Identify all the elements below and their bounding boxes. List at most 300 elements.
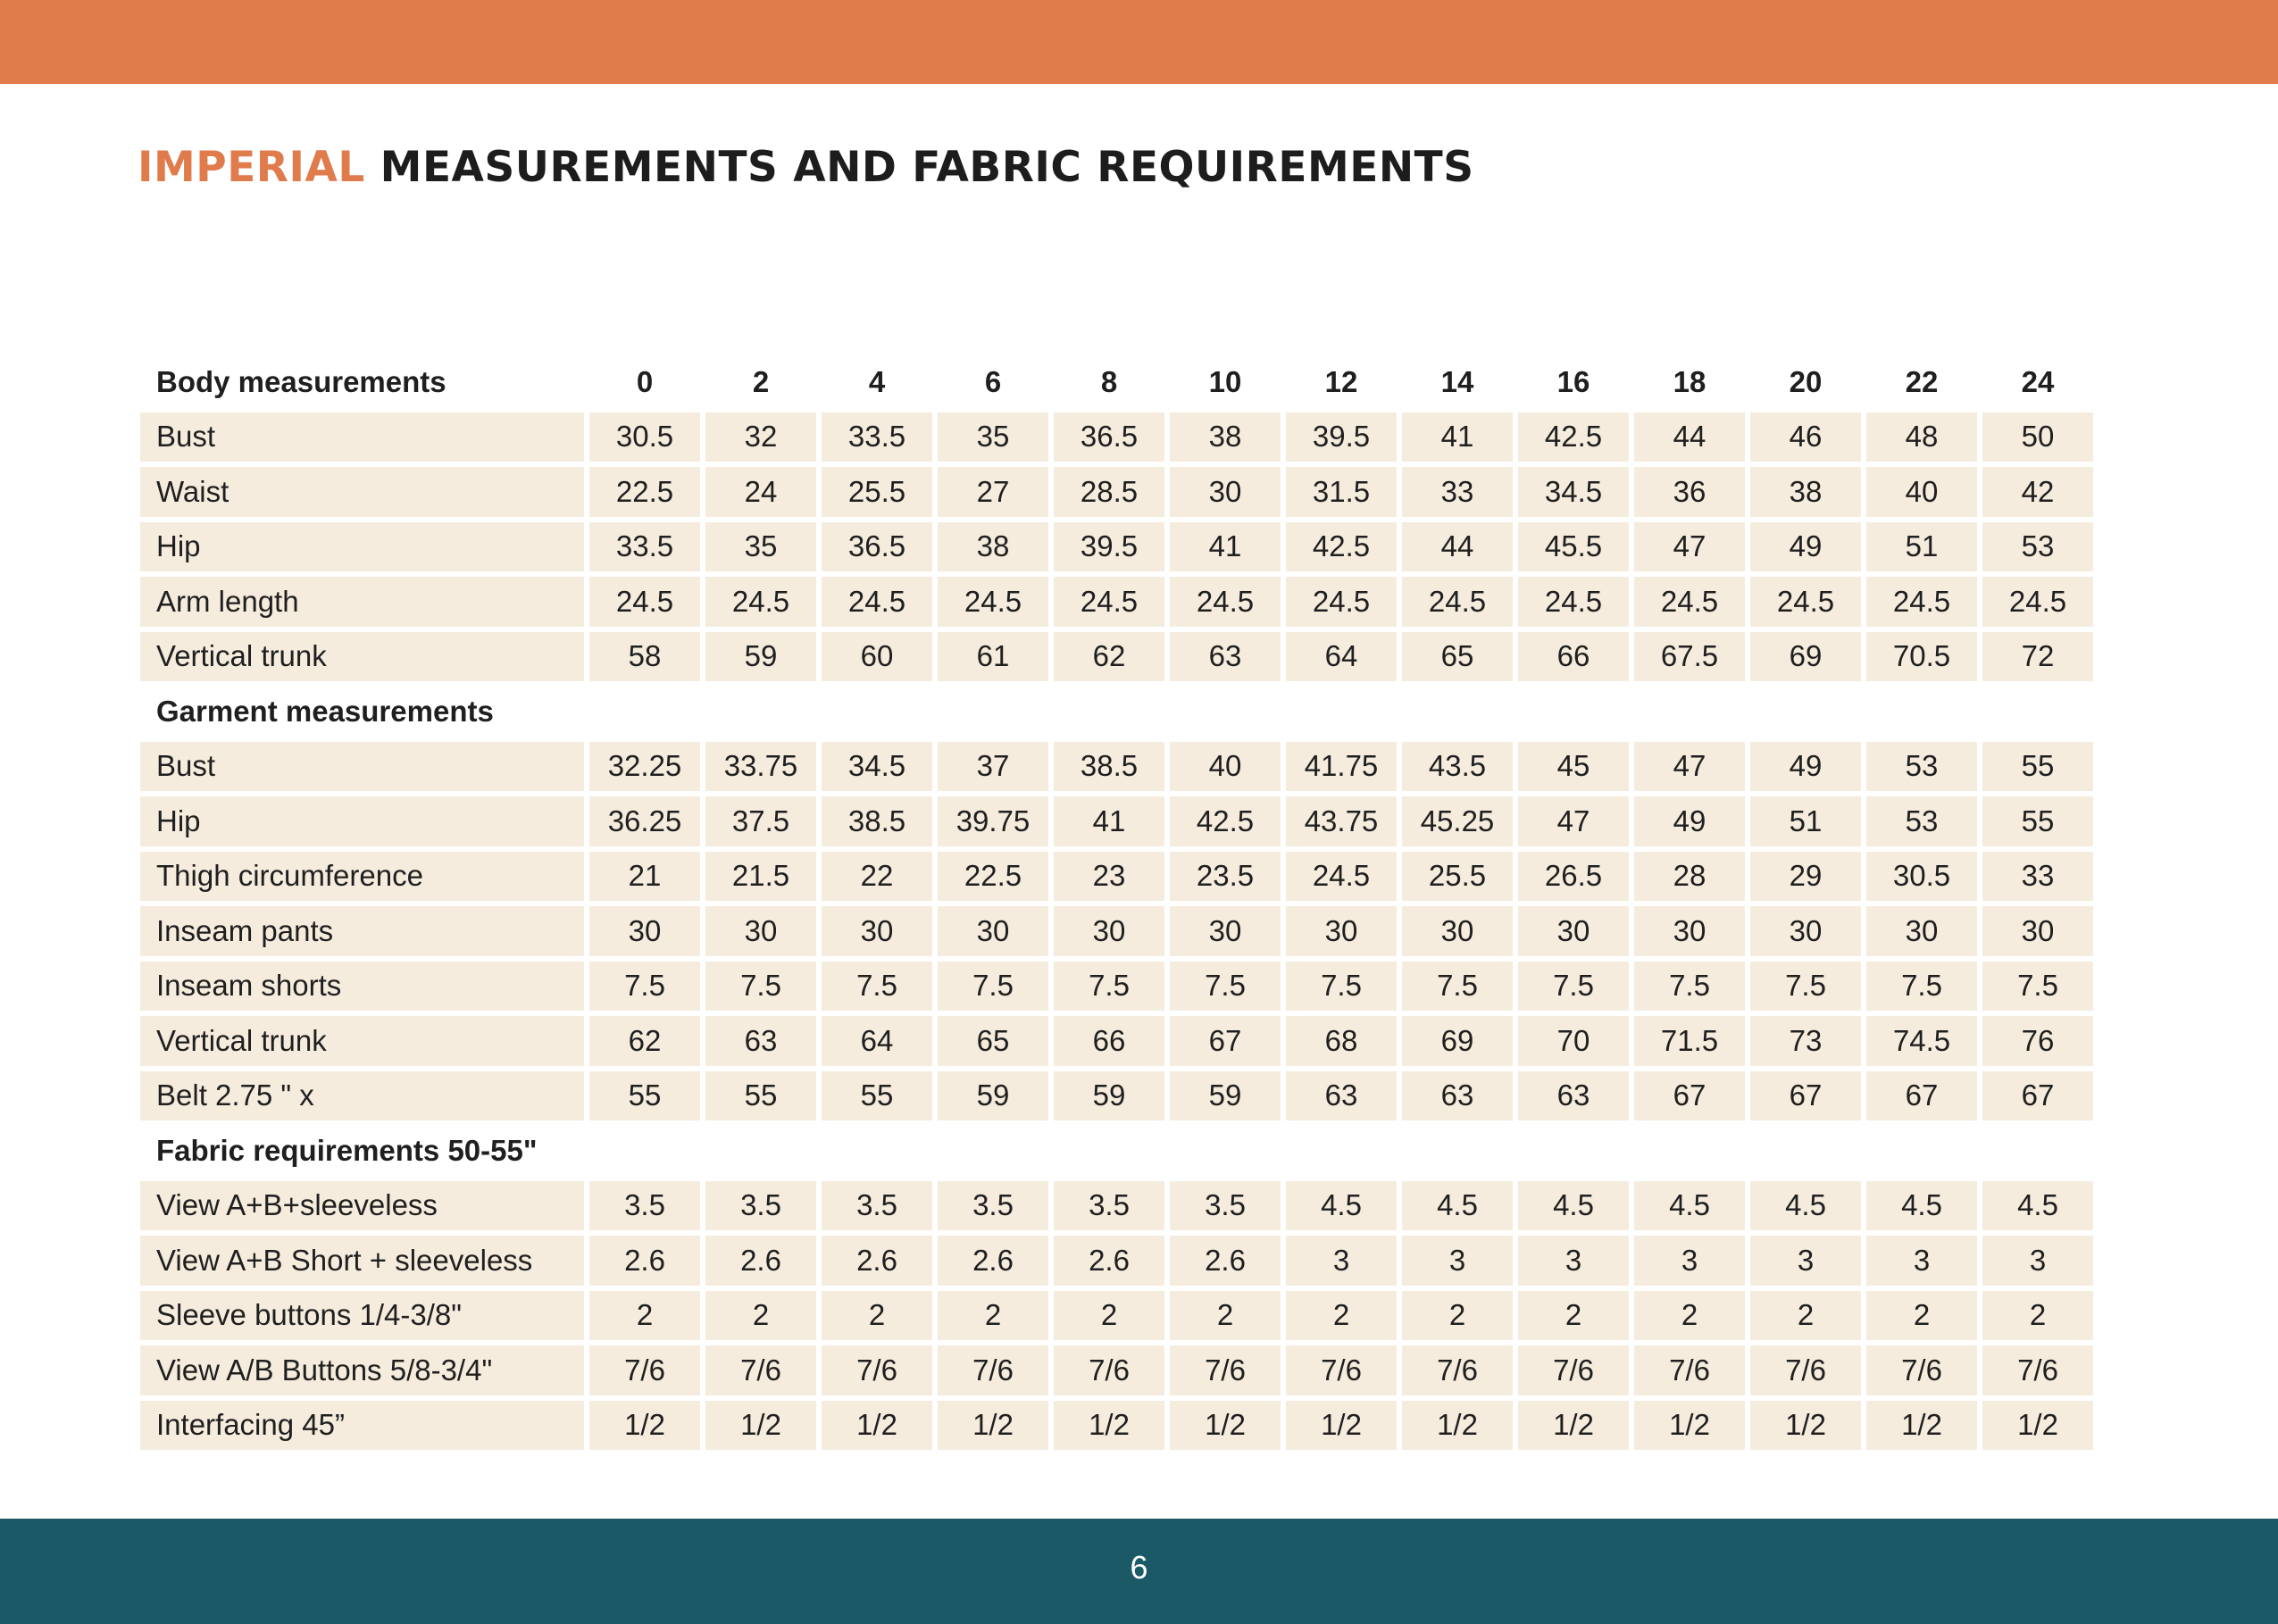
empty-header-cell — [1866, 1126, 1977, 1176]
size-header: 22 — [1905, 364, 1939, 398]
value-cell: 3 — [1750, 1236, 1861, 1286]
empty-header-cell — [589, 1126, 700, 1176]
value-cell: 24.5 — [1402, 577, 1513, 627]
value-cell: 67 — [1170, 1016, 1281, 1066]
value-cell: 7.5 — [1634, 962, 1745, 1012]
value-cell: 7.5 — [1402, 962, 1513, 1012]
value-cell: 24.5 — [1634, 577, 1745, 627]
section-header-row — [140, 357, 2093, 407]
value-cell: 3.5 — [1170, 1181, 1281, 1231]
value-cell: 61 — [938, 632, 1048, 682]
value-cell: 66 — [1518, 632, 1629, 682]
value-cell: 32.25 — [589, 742, 700, 792]
value-cell: 69 — [1750, 632, 1861, 682]
value-cell: 68 — [1286, 1016, 1397, 1066]
value-cell: 7.5 — [938, 962, 1048, 1012]
size-header: 18 — [1673, 364, 1706, 398]
value-cell: 66 — [1054, 1016, 1164, 1066]
value-cell: 23.5 — [1170, 852, 1281, 902]
value-cell: 62 — [589, 1016, 700, 1066]
footer-bar — [0, 1519, 2278, 1624]
value-cell: 1/2 — [1286, 1401, 1397, 1451]
empty-header-cell — [1750, 1126, 1861, 1176]
value-cell: 3 — [1286, 1236, 1397, 1286]
value-cell: 27 — [938, 467, 1048, 517]
value-cell: 1/2 — [1054, 1401, 1164, 1451]
empty-header-cell — [1402, 1126, 1513, 1176]
value-cell: 33.5 — [589, 522, 700, 572]
value-cell: 55 — [705, 1071, 816, 1121]
table-row — [140, 522, 2093, 572]
value-cell: 42.5 — [1286, 522, 1397, 572]
value-cell: 39.5 — [1054, 522, 1164, 572]
value-cell: 67 — [1982, 1071, 2093, 1121]
value-cell: 45.25 — [1402, 796, 1513, 846]
value-cell: 24.5 — [822, 577, 932, 627]
value-cell: 28.5 — [1054, 467, 1164, 517]
size-header: 10 — [1208, 364, 1242, 398]
value-cell: 7/6 — [1866, 1345, 1977, 1395]
value-cell: 24.5 — [1286, 852, 1397, 902]
value-cell: 7.5 — [705, 962, 816, 1012]
table-row — [140, 467, 2093, 517]
value-cell: 45 — [1518, 742, 1629, 792]
value-cell: 30.5 — [589, 412, 700, 462]
value-cell: 30 — [822, 906, 932, 956]
page-number: 6 — [1130, 1549, 1148, 1586]
value-cell: 70 — [1518, 1016, 1629, 1066]
size-header: 4 — [868, 364, 886, 398]
value-cell: 51 — [1866, 522, 1977, 572]
value-cell: 30 — [1866, 906, 1977, 956]
value-cell: 63 — [1286, 1071, 1397, 1121]
value-cell: 7/6 — [1634, 1345, 1745, 1395]
value-cell: 63 — [1402, 1071, 1513, 1121]
value-cell: 4.5 — [1750, 1181, 1861, 1231]
size-header: 0 — [636, 364, 654, 398]
empty-header-cell — [1982, 687, 2093, 737]
value-cell: 31.5 — [1286, 467, 1397, 517]
table-row — [140, 412, 2093, 462]
value-cell: 59 — [1054, 1071, 1164, 1121]
value-cell: 63 — [705, 1016, 816, 1066]
value-cell: 40 — [1866, 467, 1977, 517]
value-cell: 2 — [1170, 1291, 1281, 1341]
size-header: 16 — [1556, 364, 1590, 398]
value-cell: 24.5 — [589, 577, 700, 627]
row-label: Vertical trunk — [140, 1016, 584, 1066]
value-cell: 47 — [1634, 522, 1745, 572]
value-cell: 64 — [822, 1016, 932, 1066]
value-cell: 2 — [1402, 1291, 1513, 1341]
value-cell: 7.5 — [1518, 962, 1629, 1012]
value-cell: 24.5 — [1866, 577, 1977, 627]
value-cell: 38 — [1750, 467, 1861, 517]
value-cell: 38.5 — [1054, 742, 1164, 792]
table-row — [140, 962, 2093, 1012]
size-header: 24 — [2021, 364, 2055, 398]
value-cell: 7.5 — [589, 962, 700, 1012]
value-cell: 74.5 — [1866, 1016, 1977, 1066]
value-cell: 7/6 — [938, 1345, 1048, 1395]
value-cell: 30 — [1634, 906, 1745, 956]
value-cell: 2 — [1982, 1291, 2093, 1341]
value-cell: 24 — [705, 467, 816, 517]
value-cell: 7/6 — [822, 1345, 932, 1395]
value-cell: 28 — [1634, 852, 1745, 902]
value-cell: 24.5 — [1286, 577, 1397, 627]
value-cell: 42.5 — [1170, 796, 1281, 846]
empty-header-cell — [1634, 687, 1745, 737]
value-cell: 63 — [1170, 632, 1281, 682]
page-title-rest: MEASUREMENTS AND FABRIC REQUIREMENTS — [364, 143, 1474, 192]
value-cell: 41 — [1402, 412, 1513, 462]
value-cell: 2 — [1866, 1291, 1977, 1341]
value-cell: 7.5 — [822, 962, 932, 1012]
value-cell: 1/2 — [1634, 1401, 1745, 1451]
value-cell: 30.5 — [1866, 852, 1977, 902]
size-header: 12 — [1324, 364, 1358, 398]
value-cell: 7.5 — [1170, 962, 1281, 1012]
table-row — [140, 1016, 2093, 1066]
value-cell: 76 — [1982, 1016, 2093, 1066]
table-row — [140, 852, 2093, 902]
value-cell: 59 — [938, 1071, 1048, 1121]
value-cell: 34.5 — [822, 742, 932, 792]
value-cell: 40 — [1170, 742, 1281, 792]
value-cell: 37.5 — [705, 796, 816, 846]
table-row — [140, 577, 2093, 627]
value-cell: 41.75 — [1286, 742, 1397, 792]
empty-header-cell — [1170, 687, 1281, 737]
value-cell: 30 — [589, 906, 700, 956]
value-cell: 44 — [1634, 412, 1745, 462]
value-cell: 47 — [1518, 796, 1629, 846]
value-cell: 2.6 — [1054, 1236, 1164, 1286]
value-cell: 47 — [1634, 742, 1745, 792]
value-cell: 59 — [1170, 1071, 1281, 1121]
value-cell: 3.5 — [822, 1181, 932, 1231]
value-cell: 53 — [1866, 742, 1977, 792]
value-cell: 1/2 — [705, 1401, 816, 1451]
section-title: Fabric requirements 50-55" — [156, 1133, 538, 1167]
value-cell: 2.6 — [822, 1236, 932, 1286]
table-row — [140, 632, 2093, 682]
row-label: Arm length — [140, 577, 584, 627]
value-cell: 3 — [1518, 1236, 1629, 1286]
row-label: Interfacing 45” — [140, 1401, 584, 1451]
empty-header-cell — [1750, 687, 1861, 737]
section-header-row — [140, 1126, 2093, 1176]
value-cell: 25.5 — [1402, 852, 1513, 902]
table-row — [140, 796, 2093, 846]
value-cell: 24.5 — [1054, 577, 1164, 627]
value-cell: 2.6 — [705, 1236, 816, 1286]
value-cell: 41 — [1170, 522, 1281, 572]
table-row — [140, 742, 2093, 792]
value-cell: 67 — [1634, 1071, 1745, 1121]
value-cell: 2 — [1518, 1291, 1629, 1341]
value-cell: 7/6 — [1054, 1345, 1164, 1395]
row-label: View A+B+sleeveless — [140, 1181, 584, 1231]
value-cell: 3 — [1866, 1236, 1977, 1286]
value-cell: 65 — [938, 1016, 1048, 1066]
empty-header-cell — [1634, 1126, 1745, 1176]
value-cell: 1/2 — [1750, 1401, 1861, 1451]
table-row — [140, 1181, 2093, 1231]
value-cell: 73 — [1750, 1016, 1861, 1066]
page-title — [138, 141, 1474, 195]
value-cell: 36 — [1634, 467, 1745, 517]
value-cell: 7/6 — [1982, 1345, 2093, 1395]
value-cell: 42.5 — [1518, 412, 1629, 462]
empty-header-cell — [822, 687, 932, 737]
value-cell: 55 — [1982, 742, 2093, 792]
row-label: Inseam shorts — [140, 962, 584, 1012]
value-cell: 4.5 — [1634, 1181, 1745, 1231]
value-cell: 55 — [1982, 796, 2093, 846]
value-cell: 30 — [1054, 906, 1164, 956]
size-header: 2 — [752, 364, 770, 398]
value-cell: 26.5 — [1518, 852, 1629, 902]
value-cell: 2 — [705, 1291, 816, 1341]
size-header: 6 — [984, 364, 1002, 398]
value-cell: 4.5 — [1286, 1181, 1397, 1231]
value-cell: 24.5 — [1750, 577, 1861, 627]
value-cell: 2 — [1286, 1291, 1397, 1341]
size-header: 14 — [1440, 364, 1474, 398]
row-label: View A+B Short + sleeveless — [140, 1236, 584, 1286]
value-cell: 30 — [1170, 467, 1281, 517]
value-cell: 2 — [1750, 1291, 1861, 1341]
value-cell: 30 — [1286, 906, 1397, 956]
empty-header-cell — [1518, 1126, 1629, 1176]
value-cell: 4.5 — [1402, 1181, 1513, 1231]
table-row — [140, 1401, 2093, 1451]
value-cell: 2 — [589, 1291, 700, 1341]
value-cell: 30 — [1170, 906, 1281, 956]
size-chart-table — [135, 352, 2099, 1455]
value-cell: 24.5 — [1982, 577, 2093, 627]
table-row — [140, 1071, 2093, 1121]
value-cell: 48 — [1866, 412, 1977, 462]
value-cell: 67 — [1750, 1071, 1861, 1121]
value-cell: 24.5 — [1170, 577, 1281, 627]
value-cell: 43.75 — [1286, 796, 1397, 846]
value-cell: 62 — [1054, 632, 1164, 682]
value-cell: 24.5 — [938, 577, 1048, 627]
value-cell: 53 — [1982, 522, 2093, 572]
value-cell: 35 — [705, 522, 816, 572]
value-cell: 7/6 — [1170, 1345, 1281, 1395]
value-cell: 7/6 — [1750, 1345, 1861, 1395]
row-label: Belt 2.75 " x — [140, 1071, 584, 1121]
empty-header-cell — [705, 1126, 816, 1176]
value-cell: 70.5 — [1866, 632, 1977, 682]
value-cell: 3 — [1402, 1236, 1513, 1286]
row-label: Bust — [140, 412, 584, 462]
value-cell: 2.6 — [1170, 1236, 1281, 1286]
value-cell: 55 — [589, 1071, 700, 1121]
value-cell: 49 — [1750, 742, 1861, 792]
value-cell: 23 — [1054, 852, 1164, 902]
value-cell: 43.5 — [1402, 742, 1513, 792]
value-cell: 21 — [589, 852, 700, 902]
value-cell: 3 — [1634, 1236, 1745, 1286]
empty-header-cell — [1286, 1126, 1397, 1176]
value-cell: 7.5 — [1286, 962, 1397, 1012]
table-row — [140, 906, 2093, 956]
row-label: Hip — [140, 796, 584, 846]
value-cell: 7.5 — [1054, 962, 1164, 1012]
section-header-row — [140, 687, 2093, 737]
value-cell: 63 — [1518, 1071, 1629, 1121]
empty-header-cell — [1518, 687, 1629, 737]
empty-header-cell — [1982, 1126, 2093, 1176]
value-cell: 33.75 — [705, 742, 816, 792]
value-cell: 25.5 — [822, 467, 932, 517]
value-cell: 2 — [1634, 1291, 1745, 1341]
value-cell: 69 — [1402, 1016, 1513, 1066]
value-cell: 44 — [1402, 522, 1513, 572]
top-accent-bar — [0, 0, 2278, 84]
value-cell: 60 — [822, 632, 932, 682]
value-cell: 22.5 — [938, 852, 1048, 902]
value-cell: 2 — [1054, 1291, 1164, 1341]
value-cell: 42 — [1982, 467, 2093, 517]
value-cell: 33 — [1402, 467, 1513, 517]
value-cell: 2 — [938, 1291, 1048, 1341]
value-cell: 7/6 — [1402, 1345, 1513, 1395]
value-cell: 1/2 — [938, 1401, 1048, 1451]
value-cell: 50 — [1982, 412, 2093, 462]
row-label: Sleeve buttons 1/4-3/8" — [140, 1291, 584, 1341]
empty-header-cell — [1286, 687, 1397, 737]
value-cell: 7/6 — [705, 1345, 816, 1395]
value-cell: 41 — [1054, 796, 1164, 846]
value-cell: 71.5 — [1634, 1016, 1745, 1066]
value-cell: 33.5 — [822, 412, 932, 462]
page-title-accent: IMPERIAL — [138, 143, 365, 192]
value-cell: 1/2 — [589, 1401, 700, 1451]
value-cell: 3.5 — [938, 1181, 1048, 1231]
empty-header-cell — [705, 687, 816, 737]
value-cell: 36.5 — [822, 522, 932, 572]
row-label: Thigh circumference — [140, 852, 584, 902]
value-cell: 38 — [938, 522, 1048, 572]
value-cell: 30 — [1982, 906, 2093, 956]
empty-header-cell — [1054, 1126, 1164, 1176]
value-cell: 1/2 — [1518, 1401, 1629, 1451]
value-cell: 36.5 — [1054, 412, 1164, 462]
value-cell: 37 — [938, 742, 1048, 792]
value-cell: 38.5 — [822, 796, 932, 846]
value-cell: 30 — [1518, 906, 1629, 956]
value-cell: 39.5 — [1286, 412, 1397, 462]
value-cell: 29 — [1750, 852, 1861, 902]
empty-header-cell — [589, 687, 700, 737]
value-cell: 24.5 — [1518, 577, 1629, 627]
value-cell: 4.5 — [1518, 1181, 1629, 1231]
value-cell: 59 — [705, 632, 816, 682]
value-cell: 3 — [1982, 1236, 2093, 1286]
empty-header-cell — [1866, 687, 1977, 737]
value-cell: 3.5 — [705, 1181, 816, 1231]
value-cell: 1/2 — [1982, 1401, 2093, 1451]
section-title: Body measurements — [156, 364, 446, 398]
value-cell: 30 — [938, 906, 1048, 956]
value-cell: 4.5 — [1866, 1181, 1977, 1231]
value-cell: 7.5 — [1866, 962, 1977, 1012]
value-cell: 36.25 — [589, 796, 700, 846]
value-cell: 49 — [1634, 796, 1745, 846]
value-cell: 49 — [1750, 522, 1861, 572]
row-label: Vertical trunk — [140, 632, 584, 682]
value-cell: 35 — [938, 412, 1048, 462]
value-cell: 24.5 — [705, 577, 816, 627]
value-cell: 4.5 — [1982, 1181, 2093, 1231]
row-label: Bust — [140, 742, 584, 792]
value-cell: 64 — [1286, 632, 1397, 682]
value-cell: 38 — [1170, 412, 1281, 462]
value-cell: 1/2 — [1170, 1401, 1281, 1451]
value-cell: 3.5 — [1054, 1181, 1164, 1231]
empty-header-cell — [1054, 687, 1164, 737]
value-cell: 72 — [1982, 632, 2093, 682]
value-cell: 22.5 — [589, 467, 700, 517]
table-row — [140, 1345, 2093, 1395]
row-label: Waist — [140, 467, 584, 517]
value-cell: 39.75 — [938, 796, 1048, 846]
empty-header-cell — [822, 1126, 932, 1176]
value-cell: 7/6 — [589, 1345, 700, 1395]
value-cell: 65 — [1402, 632, 1513, 682]
value-cell: 34.5 — [1518, 467, 1629, 517]
empty-header-cell — [1402, 687, 1513, 737]
value-cell: 67 — [1866, 1071, 1977, 1121]
row-label: View A/B Buttons 5/8-3/4" — [140, 1345, 584, 1395]
value-cell: 58 — [589, 632, 700, 682]
value-cell: 2.6 — [589, 1236, 700, 1286]
value-cell: 30 — [705, 906, 816, 956]
value-cell: 67.5 — [1634, 632, 1745, 682]
row-label: Inseam pants — [140, 906, 584, 956]
table-row — [140, 1291, 2093, 1341]
size-header: 20 — [1789, 364, 1823, 398]
value-cell: 53 — [1866, 796, 1977, 846]
value-cell: 30 — [1402, 906, 1513, 956]
value-cell: 46 — [1750, 412, 1861, 462]
value-cell: 55 — [822, 1071, 932, 1121]
value-cell: 1/2 — [1866, 1401, 1977, 1451]
value-cell: 21.5 — [705, 852, 816, 902]
value-cell: 1/2 — [1402, 1401, 1513, 1451]
value-cell: 22 — [822, 852, 932, 902]
value-cell: 7.5 — [1750, 962, 1861, 1012]
size-header: 8 — [1100, 364, 1118, 398]
value-cell: 3.5 — [589, 1181, 700, 1231]
value-cell: 51 — [1750, 796, 1861, 846]
value-cell: 7/6 — [1286, 1345, 1397, 1395]
row-label: Hip — [140, 522, 584, 572]
table-row — [140, 1236, 2093, 1286]
value-cell: 33 — [1982, 852, 2093, 902]
empty-header-cell — [1170, 1126, 1281, 1176]
value-cell: 1/2 — [822, 1401, 932, 1451]
empty-header-cell — [938, 1126, 1048, 1176]
value-cell: 30 — [1750, 906, 1861, 956]
value-cell: 45.5 — [1518, 522, 1629, 572]
